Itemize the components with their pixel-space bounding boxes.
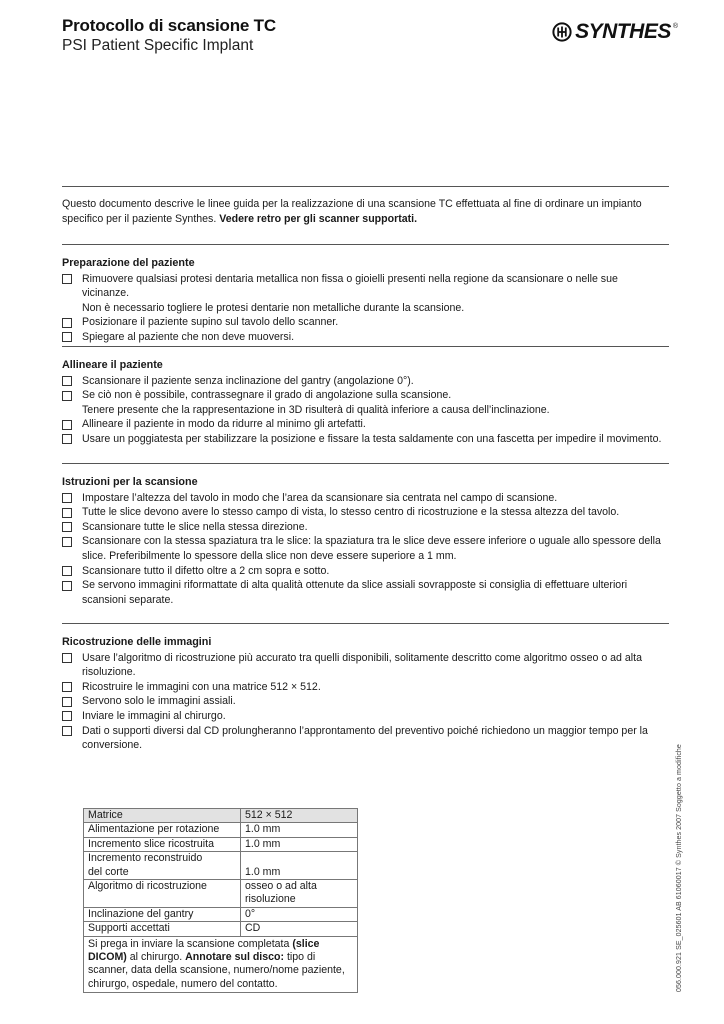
table-row	[84, 922, 358, 936]
divider	[62, 463, 669, 464]
item-text: Usare un poggiatesta per stabilizzare la posizione e fissare la testa saldamente con una fascetta per impedire il movimento.	[82, 432, 662, 445]
item-text: Allineare il paziente in modo da ridurre al minimo gli artefatti.	[82, 418, 366, 431]
checklist-item	[62, 534, 667, 563]
document-title: Protocollo di scansione TC	[62, 16, 276, 35]
param-value: osseo o ad alta risoluzione	[241, 880, 358, 908]
intro-text: Questo documento descrive le linee guida per la realizzazione di una scansione TC effettuata al fine di ordinare un impianto specifico per il paziente Synthes.	[62, 198, 642, 225]
param-value: 512 × 512	[241, 809, 358, 823]
checkbox[interactable]	[62, 653, 72, 663]
checkbox[interactable]	[62, 274, 72, 284]
checklist-item	[62, 491, 667, 506]
checklist-item	[62, 432, 667, 447]
checklist-item	[62, 505, 667, 520]
section-align-patient	[62, 358, 667, 447]
section-heading: Preparazione del paziente	[62, 257, 195, 269]
synthes-logo	[552, 20, 678, 44]
section-heading: Allineare il paziente	[62, 359, 163, 371]
checkbox[interactable]	[62, 434, 72, 444]
checkbox[interactable]	[62, 508, 72, 518]
checklist-item	[62, 694, 667, 709]
checklist-item	[62, 651, 667, 680]
logo-wordmark: SYNTHES	[575, 20, 671, 43]
checkbox[interactable]	[62, 391, 72, 401]
param-label: Matrice	[84, 809, 241, 823]
item-text: Scansionare tutte le slice nella stessa direzione.	[82, 520, 308, 533]
checklist-item	[62, 388, 667, 403]
checklist-item	[62, 315, 667, 330]
document-subtitle: PSI Patient Specific Implant	[62, 37, 254, 54]
checkbox[interactable]	[62, 566, 72, 576]
item-text: Scansionare il paziente senza inclinazione del gantry (angolazione 0°).	[82, 374, 414, 387]
param-label: Supporti accettati	[84, 922, 241, 936]
param-label: Algoritmo di ricostruzione	[84, 880, 241, 908]
checkbox[interactable]	[62, 682, 72, 692]
checklist-item	[62, 374, 667, 389]
item-text: Spiegare al paziente che non deve muoversi.	[82, 330, 295, 343]
intro-bold-text: Vedere retro per gli scanner supportati.	[219, 213, 418, 225]
note-text: Si prega in inviare la scansione completata	[88, 937, 293, 950]
item-text: Se servono immagini riformattate di alta qualità ottenute da slice assiali sovrapposte si consiglia di effettuare ulteriori scansioni separate.	[82, 579, 628, 606]
divider	[62, 244, 669, 245]
item-text: Rimuovere qualsiasi protesi dentaria metallica non fissa o gioielli presenti nella regione da scansionare o nelle sue vicinanze.	[82, 272, 618, 300]
divider	[62, 186, 669, 187]
checkbox[interactable]	[62, 493, 72, 503]
item-note: Non è necessario togliere le protesi dentarie non metalliche durante la scansione.	[82, 301, 465, 314]
table-row	[84, 837, 358, 851]
item-text: Inviare le immagini al chirurgo.	[82, 709, 226, 722]
checkbox[interactable]	[62, 522, 72, 532]
param-value: 1.0 mm	[241, 837, 358, 851]
checkbox[interactable]	[62, 726, 72, 736]
item-text: Usare l’algoritmo di ricostruzione più accurato tra quelli disponibili, solitamente descritto come algoritmo osseo o ad alta risoluzione.	[82, 651, 642, 679]
item-text: Impostare l’altezza del tavolo in modo che l’area da scansionare sia centrata nel campo di scansione.	[82, 491, 558, 504]
note-bold-text: Annotare sul disco:	[185, 951, 285, 964]
table-row	[84, 880, 358, 908]
param-value: 0°	[241, 907, 358, 921]
section-heading: Ricostruzione delle immagini	[62, 636, 212, 648]
param-label: Incremento slice ricostruita	[84, 837, 241, 851]
table-row	[84, 809, 358, 823]
checklist-item	[62, 330, 667, 345]
checklist-item	[62, 578, 667, 607]
checkbox[interactable]	[62, 581, 72, 591]
checklist-item	[62, 564, 667, 579]
item-text: Servono solo le immagini assiali.	[82, 695, 236, 708]
divider	[62, 623, 669, 624]
checkbox[interactable]	[62, 332, 72, 342]
section-image-reconstruction	[62, 635, 667, 753]
table-row	[84, 936, 358, 993]
item-text: Dati o supporti diversi dal CD prolungheranno l’approntamento del preventivo poiché richiedono un maggior tempo per la conversione.	[82, 724, 648, 752]
synthes-emblem-icon	[552, 22, 572, 42]
item-text: Ricostruire le immagini con una matrice 512 × 512.	[82, 680, 321, 693]
divider	[62, 346, 669, 347]
section-heading: Istruzioni per la scansione	[62, 476, 198, 488]
section-patient-preparation	[62, 256, 667, 345]
item-text: Posizionare il paziente supino sul tavolo dello scanner.	[82, 316, 339, 329]
param-value: 1.0 mm	[241, 852, 358, 880]
checklist-item	[62, 417, 667, 432]
note-text: tipo di scanner, data della scansione, numero/nome paziente, chirurgo, ospedale, numero del contatto.	[88, 951, 345, 990]
checkbox[interactable]	[62, 420, 72, 430]
param-label: Incremento reconstruido del corte	[84, 852, 241, 880]
note-text: al chirurgo.	[126, 951, 186, 964]
checkbox[interactable]	[62, 537, 72, 547]
checkbox[interactable]	[62, 318, 72, 328]
document-header	[62, 16, 276, 55]
checkbox[interactable]	[62, 711, 72, 721]
registered-mark: ®	[672, 22, 678, 30]
checklist-item	[62, 709, 667, 724]
table-row	[84, 852, 358, 880]
param-label: Inclinazione del gantry	[84, 907, 241, 921]
checklist-item	[62, 272, 667, 301]
checkbox[interactable]	[62, 697, 72, 707]
item-note: Tenere presente che la rappresentazione in 3D risulterà di qualità inferiore a causa dell’inclinazione.	[82, 403, 550, 416]
checklist-item	[62, 520, 667, 535]
checklist-item	[62, 680, 667, 695]
table-row	[84, 823, 358, 837]
table-row	[84, 907, 358, 921]
document-reference-code: 056.000.921 SE_025601 AB 61060017 © Synthes 2007 Soggetto a modifiche	[676, 744, 683, 992]
param-value: CD	[241, 922, 358, 936]
item-text: Se ciò non è possibile, contrassegnare il grado di angolazione sulla scansione.	[82, 389, 452, 402]
checklist-item	[62, 724, 667, 753]
checkbox[interactable]	[62, 376, 72, 386]
section-scan-instructions	[62, 475, 667, 607]
param-value: 1.0 mm	[241, 823, 358, 837]
item-text: Scansionare con la stessa spaziatura tra le slice: la spaziatura tra le slice deve essere inferiore o uguale allo spessore della slice. Preferibilmente lo spessore della slice non deve essere superiore a 1 mm.	[82, 535, 661, 562]
item-text: Tutte le slice devono avere lo stesso campo di vista, lo stesso centro di ricostruzione e la stessa altezza del tavolo.	[82, 506, 620, 519]
intro-paragraph	[62, 197, 662, 227]
scan-parameters-table	[83, 808, 358, 993]
item-text: Scansionare tutto il difetto oltre a 2 cm sopra e sotto.	[82, 564, 330, 577]
param-label: Alimentazione per rotazione	[84, 823, 241, 837]
note-bold-text: (slice DICOM)	[88, 937, 320, 964]
submission-note	[84, 936, 358, 993]
